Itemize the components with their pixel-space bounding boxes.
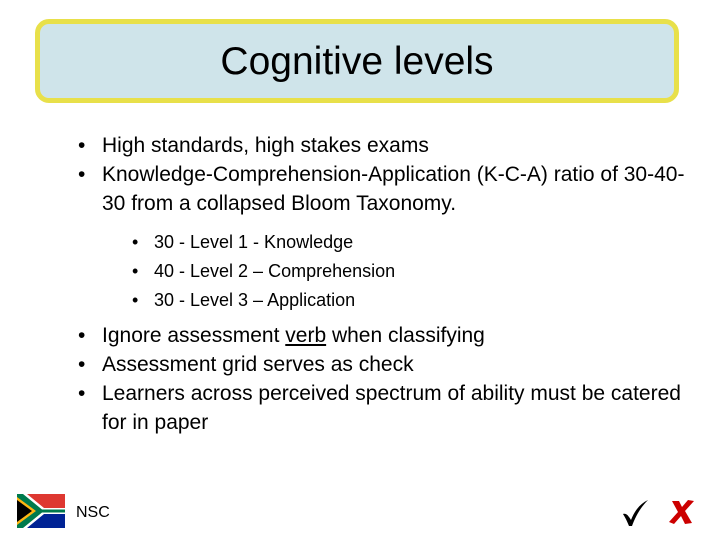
bullet-text-post: when classifying xyxy=(326,324,485,347)
bullet-text-pre: Ignore assessment xyxy=(102,324,286,347)
south-africa-flag-icon xyxy=(17,494,65,528)
underlined-word: verb xyxy=(285,324,327,347)
bullet-item xyxy=(78,160,698,315)
bullet-list xyxy=(78,131,698,437)
slide-title: Cognitive levels xyxy=(220,39,494,83)
slide-content xyxy=(78,131,698,437)
bullet-item: • High standards, high stakes exams xyxy=(78,131,698,160)
bullet-item: • Assessment grid serves as check xyxy=(78,350,698,379)
bullet-text: Knowledge-Comprehension-Application (K-C-A) ratio of 30-40-30 from a collapsed Bloom Taxonomy. xyxy=(102,163,685,215)
sub-bullet-item: • 30 - Level 1 - Knowledge xyxy=(132,228,698,257)
sub-bullet-item: • 40 - Level 2 – Comprehension xyxy=(132,257,698,286)
bullet-item: • Learners across perceived spectrum of ability must be catered for in paper xyxy=(78,379,698,437)
footer-label: NSC xyxy=(76,504,110,521)
bullet-item xyxy=(78,321,698,350)
sub-bullet-list xyxy=(132,228,698,315)
sub-bullet-item: • 30 - Level 3 – Application xyxy=(132,286,698,315)
check-mark-icon xyxy=(620,498,650,528)
cross-mark-icon xyxy=(668,498,696,526)
title-box xyxy=(35,19,679,103)
